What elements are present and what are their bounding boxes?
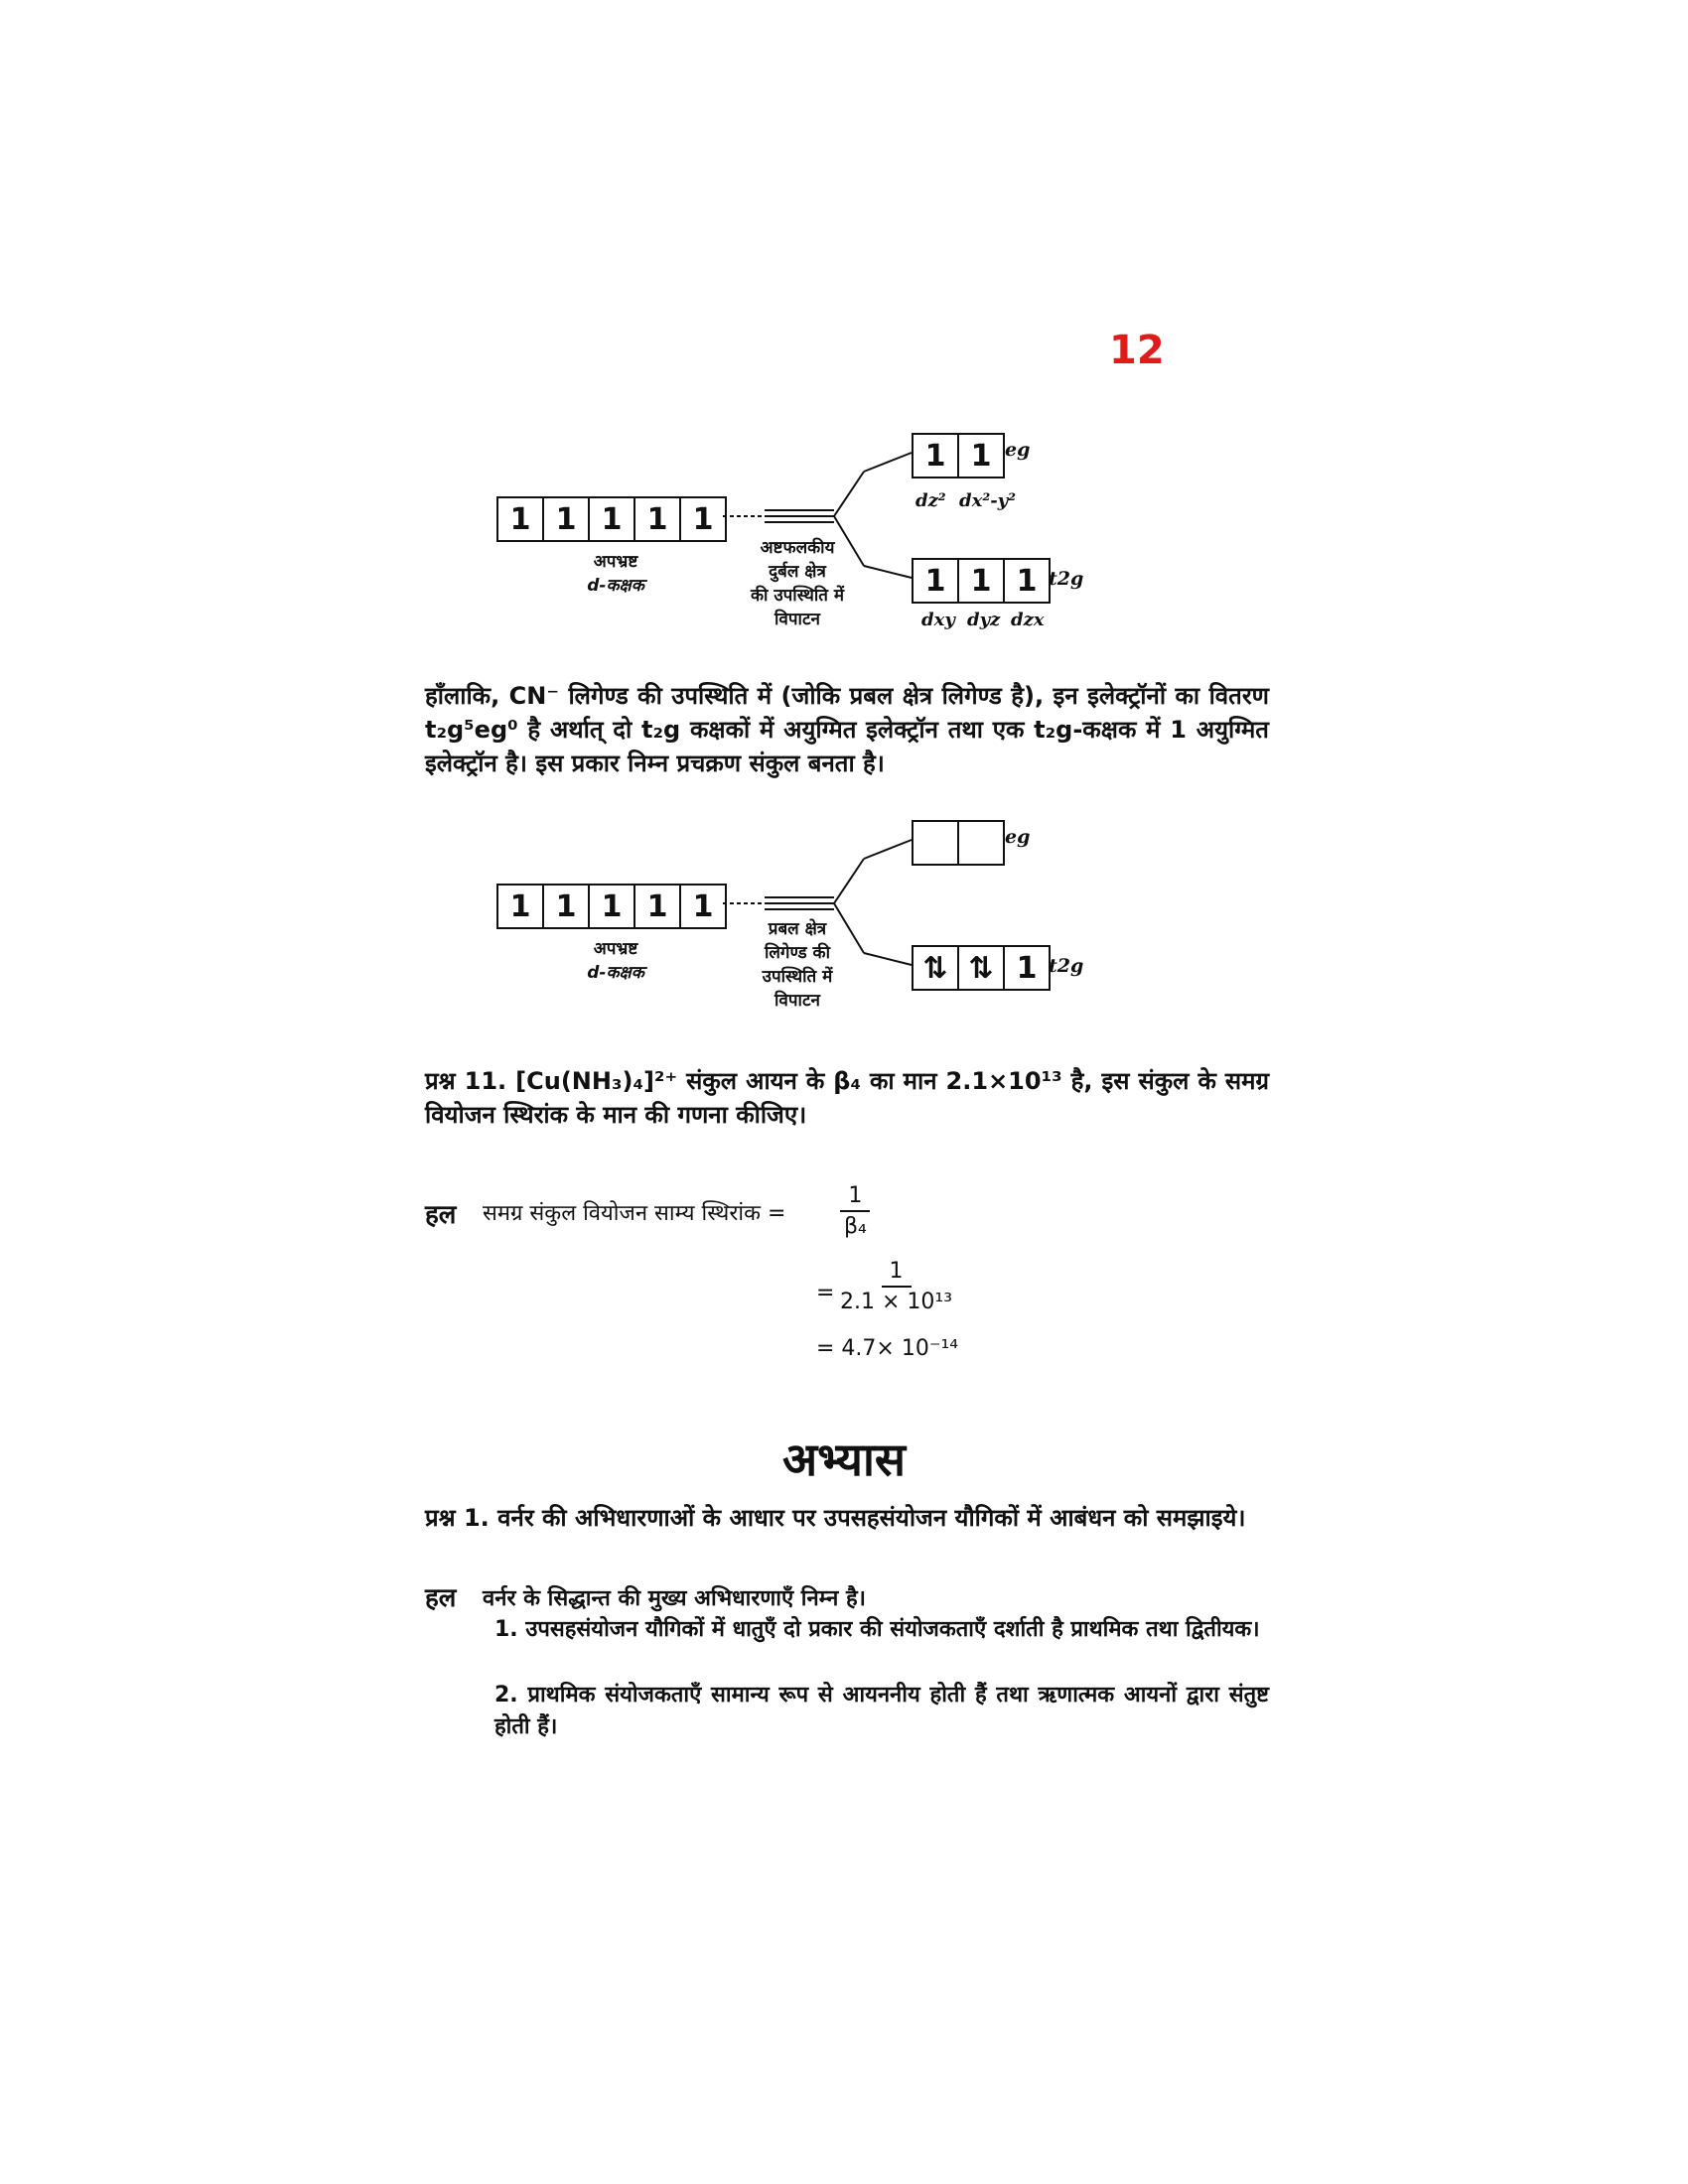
- eg-orbital-label: dx²-y²: [959, 490, 1017, 511]
- fraction-denominator: β₄: [844, 1214, 867, 1239]
- eg-orbital-label: dz²: [915, 490, 946, 511]
- fraction-numerator: 1: [882, 1259, 912, 1288]
- orbital-box: 1: [588, 884, 635, 929]
- split-label: प्रबल क्षेत्र लिगेण्ड की उपस्थिति में विपाटन: [762, 919, 833, 1011]
- solution-11-text: समग्र संकुल वियोजन साम्य स्थिरांक =: [483, 1201, 786, 1226]
- fraction-denominator: 2.1 × 10¹³: [840, 1290, 953, 1314]
- eg-label: eg: [1005, 439, 1031, 461]
- orbital-box: 1: [957, 558, 1005, 604]
- list-item: 2. प्राथमिक संयोजकताएँ सामान्य रूप से आयननीय होती हैं तथा ऋणात्मक आयनों द्वारा संतुष्ट होती हैं।: [494, 1683, 1269, 1739]
- orbital-box: ⇅: [957, 945, 1005, 991]
- orbital-box: 1: [912, 558, 959, 604]
- orbital-box: 1: [496, 884, 544, 929]
- fraction-numerator: 1: [840, 1183, 870, 1212]
- result: = 4.7× 10⁻¹⁴: [816, 1336, 959, 1361]
- orbital-box: 1: [542, 496, 590, 542]
- solution-1-prefix: हल: [425, 1583, 457, 1613]
- orbital-box: [957, 820, 1005, 866]
- section-heading: अभ्यास: [782, 1433, 906, 1486]
- orbital-box: 1: [633, 496, 681, 542]
- degenerate-label: अपभ्रष्ट d-कक्षक: [587, 552, 644, 596]
- t2g-orbital-label: dzx: [1011, 610, 1045, 630]
- solution-11-prefix: हल: [425, 1200, 457, 1230]
- orbital-box: 1: [588, 496, 635, 542]
- fraction-1: [836, 1183, 875, 1239]
- orbital-box: 1: [912, 433, 959, 478]
- eg-label: eg: [1005, 826, 1031, 848]
- solution-1-text: वर्नर के सिद्धान्त की मुख्य अभिधारणाएँ निम्न है।: [483, 1586, 867, 1611]
- orbital-box: 1: [1003, 558, 1051, 604]
- equals-sign: =: [816, 1281, 835, 1305]
- t2g-label: t2g: [1049, 568, 1084, 590]
- orbital-box: 1: [957, 433, 1005, 478]
- orbital-box: 1: [679, 884, 727, 929]
- question-1: प्रश्न 1. वर्नर की अभिधारणाओं के आधार पर उपसहसंयोजन यौगिकों में आबंधन को समझाइये।: [425, 1504, 1246, 1532]
- orbital-box: ⇅: [912, 945, 959, 991]
- t2g-orbital-boxes: [912, 945, 1049, 991]
- degenerate-label: अपभ्रष्ट d-कक्षक: [587, 939, 644, 983]
- question-11: प्रश्न 11. [Cu(NH₃)₄]²⁺ संकुल आयन के β₄ का मान 2.1×10¹³ है, इस संकुल के समग्र वियोजन स्थिरांक के मान की गणना कीजिए।: [425, 1067, 1269, 1129]
- t2g-orbital-label: dyz: [967, 610, 1001, 630]
- page-number: 12: [1109, 328, 1165, 373]
- degenerate-d-orbital-boxes: [496, 496, 725, 542]
- fraction-2: [832, 1259, 960, 1314]
- orbital-box: 1: [679, 496, 727, 542]
- split-label: अष्टफलकीय दुर्बल क्षेत्र की उपस्थिति में विपाटन: [750, 538, 845, 629]
- paragraph-low-spin: हाँलाकि, CN⁻ लिगेण्ड की उपस्थिति में (जोकि प्रबल क्षेत्र लिगेण्ड है), इन इलेक्ट्रॉनों का वितरण t₂g⁵eg⁰ है अर्थात् दो t₂g कक्षकों में अयुग्मित इलेक्ट्रॉन तथा एक t₂g-कक्षक में 1 अयुग्मित इलेक्ट्रॉन है। इस प्रकार निम्न प्रचक्रण संकुल बनता है।: [425, 682, 1269, 777]
- weak-field-splitting-diagram: [496, 427, 1112, 665]
- list-item: 1. उपसहसंयोजन यौगिकों में धातुएँ दो प्रकार की संयोजकताएँ दर्शाती है प्राथमिक तथा द्वितीयक।: [494, 1617, 1260, 1642]
- t2g-orbital-label: dxy: [921, 610, 955, 630]
- orbital-box: 1: [1003, 945, 1051, 991]
- t2g-label: t2g: [1049, 955, 1084, 977]
- eg-orbital-boxes: [912, 433, 1003, 478]
- orbital-box: 1: [542, 884, 590, 929]
- eg-orbital-boxes: [912, 820, 1003, 866]
- degenerate-d-orbital-boxes: [496, 884, 725, 929]
- strong-field-splitting-diagram: [496, 814, 1112, 1042]
- orbital-box: 1: [633, 884, 681, 929]
- orbital-box: [912, 820, 959, 866]
- t2g-orbital-boxes: [912, 558, 1049, 604]
- orbital-box: 1: [496, 496, 544, 542]
